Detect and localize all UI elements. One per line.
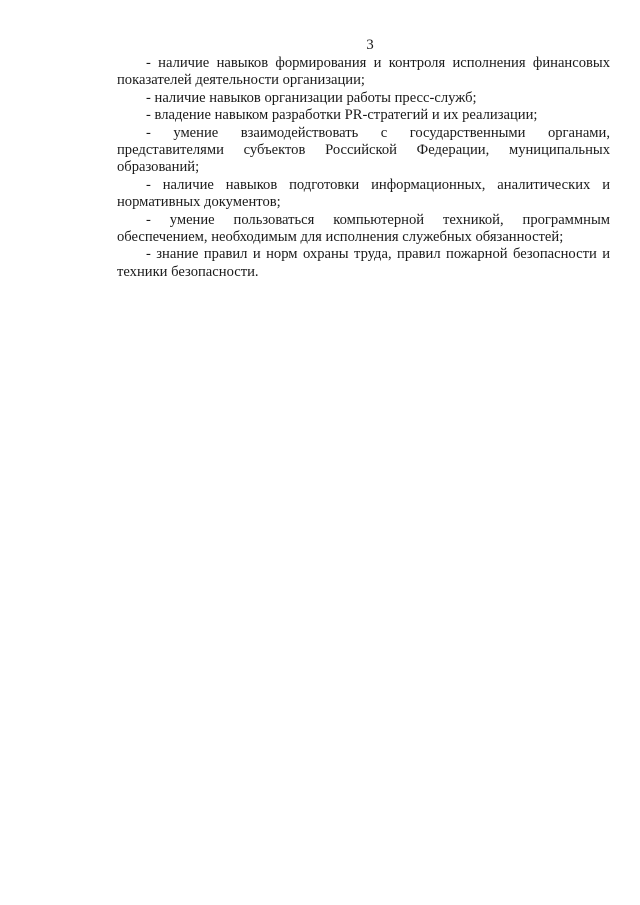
list-item: - владение навыком разработки PR-стратегий и их реализации; bbox=[146, 107, 538, 124]
list-item: - наличие навыков подготовки информационных, аналитических и нормативных документов; bbox=[117, 176, 610, 211]
list-item: - наличие навыков формирования и контроля исполнения финансовых показателей деятельности организации; bbox=[117, 55, 610, 89]
page-number: 3 bbox=[366, 37, 374, 53]
requirements-list bbox=[117, 55, 610, 281]
list-item: - наличие навыков организации работы пресс-служб; bbox=[146, 89, 477, 106]
list-item: - умение взаимодействовать с государственными органами, представителями субъектов Российской Федерации, муниципальных образований; bbox=[117, 124, 610, 176]
list-item: - знание правил и норм охраны труда, правил пожарной безопасности и техники безопасности. bbox=[117, 246, 610, 280]
list-item: - умение пользоваться компьютерной техникой, программным обеспечением, необходимым для исполнения служебных обязанностей; bbox=[117, 211, 610, 246]
